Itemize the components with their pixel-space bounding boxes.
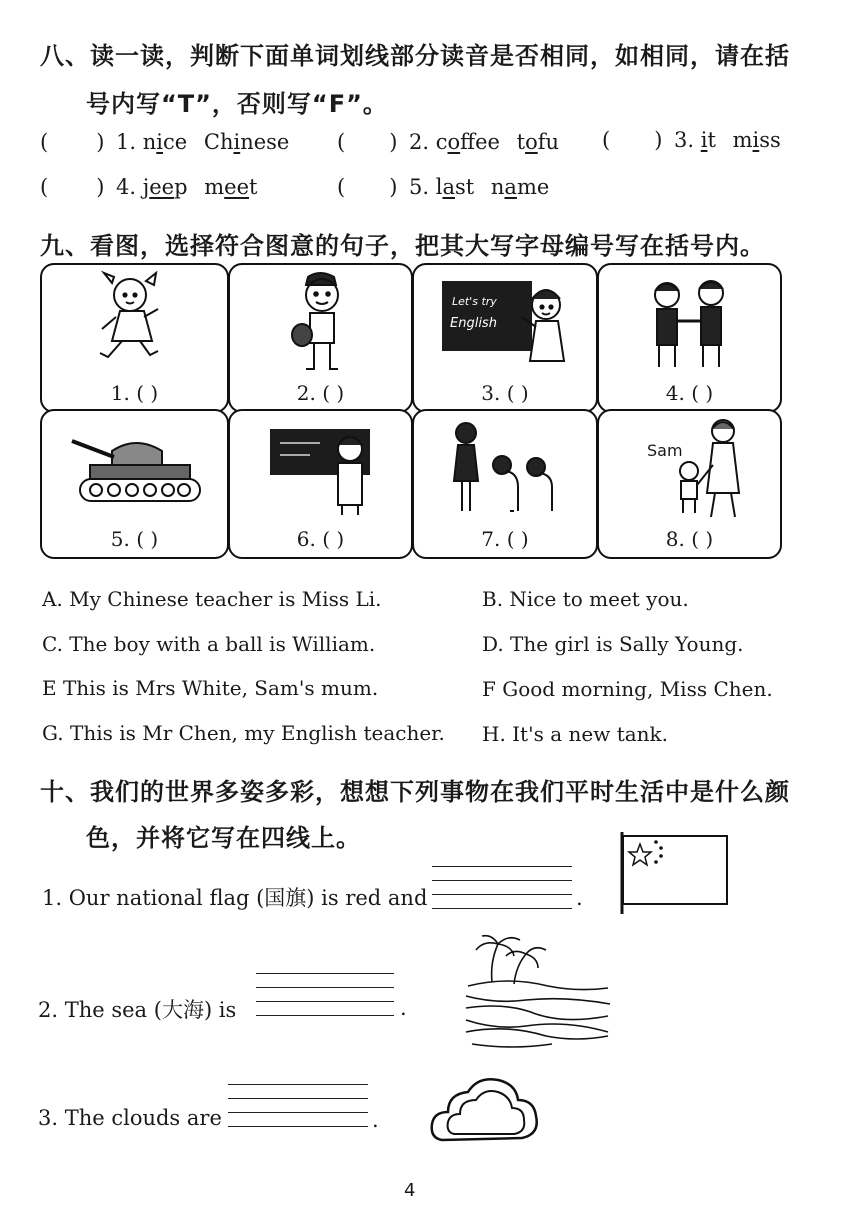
picture-label-2: 2. ( ) <box>296 381 345 405</box>
section-8-title: 八、读一读，判断下面单词划线部分读音是否相同，如相同，请在括 <box>40 42 790 70</box>
picture-cell-6 <box>228 409 413 559</box>
q8-word: jeep <box>142 175 188 199</box>
sam-name-label: Sam <box>647 441 683 460</box>
cloud-icon <box>428 1074 546 1154</box>
picture-cell-8 <box>597 409 782 559</box>
section-9-title: 九、看图，选择符合图意的句子，把其大写字母编号写在括号内。 <box>40 232 765 260</box>
section-10-title: 十、我们的世界多姿多彩，想想下列事物在我们平时生活中是什么颜 <box>40 778 790 806</box>
q8-word: Chinese <box>203 130 290 154</box>
picture-label-6: 6. ( ) <box>296 527 345 551</box>
option-c: C. The boy with a ball is William. <box>42 632 376 656</box>
picture-cell-7 <box>412 409 598 559</box>
q8-item-1: ( ) 1. nice Chinese <box>40 130 290 154</box>
picture-cell-4 <box>597 263 782 413</box>
teacher-at-blackboard-icon <box>414 265 595 380</box>
q8-item-5: ( ) 5. last name <box>337 175 550 199</box>
q8-word: meet <box>204 175 258 199</box>
mother-and-son-icon <box>599 411 779 526</box>
q10-item-2-period: . <box>400 996 407 1020</box>
q8-word: tofu <box>516 130 560 154</box>
tank-icon <box>42 411 226 526</box>
picture-label-3: 3. ( ) <box>481 381 529 405</box>
q10-item-2-text: 2. The sea (大海) is <box>38 998 237 1022</box>
q10-item-3-period: . <box>372 1108 379 1132</box>
q10-item-3-answer-lines[interactable] <box>228 1084 368 1132</box>
section-8-title-line2: 号内写“T”，否则写“F”。 <box>86 90 388 118</box>
option-a: A. My Chinese teacher is Miss Li. <box>42 587 382 611</box>
picture-label-8: 8. ( ) <box>665 527 714 551</box>
q10-item-2-answer-lines[interactable] <box>256 973 394 1021</box>
picture-label-4: 4. ( ) <box>665 381 714 405</box>
q10-item-1-period: . <box>576 886 583 910</box>
picture-grid <box>40 263 782 559</box>
q8-word: miss <box>732 128 781 152</box>
section-10-title-line2: 色，并将它写在四线上。 <box>86 824 361 852</box>
q8-word: it <box>700 128 716 152</box>
picture-cell-2 <box>228 263 413 413</box>
picture-cell-5 <box>40 409 229 559</box>
option-g: G. This is Mr Chen, my English teacher. <box>42 721 445 745</box>
boy-with-ball-icon <box>230 265 410 380</box>
children-bowing-to-teacher-icon <box>414 411 595 526</box>
running-girl-icon <box>42 265 226 380</box>
q8-word: name <box>490 175 550 199</box>
teacher-with-blackboard-icon <box>230 411 410 526</box>
option-f: F Good morning, Miss Chen. <box>482 677 773 701</box>
svg-text:Let's try: Let's try <box>452 295 497 308</box>
beach-palm-trees-icon <box>462 932 612 1052</box>
q8-item-4: ( ) 4. jeep meet <box>40 175 258 199</box>
page-number: 4 <box>404 1180 416 1201</box>
picture-cell-3 <box>412 263 598 413</box>
option-b: B. Nice to meet you. <box>482 587 689 611</box>
q10-item-1-text: 1. Our national flag (国旗) is red and <box>42 886 428 910</box>
q10-item-3-text: 3. The clouds are <box>38 1106 222 1130</box>
q10-item-1-answer-lines[interactable] <box>432 866 572 914</box>
two-people-shaking-hands-icon <box>599 265 779 380</box>
option-d: D. The girl is Sally Young. <box>482 632 744 656</box>
option-h: H. It's a new tank. <box>482 722 669 746</box>
china-flag-icon <box>616 830 732 916</box>
q8-word: coffee <box>435 130 500 154</box>
q8-item-2: ( ) 2. coffee tofu <box>337 130 560 154</box>
picture-cell-1 <box>40 263 229 413</box>
q8-item-3: ( ) 3. it miss <box>602 128 781 152</box>
picture-label-7: 7. ( ) <box>481 527 529 551</box>
q8-word: last <box>435 175 475 199</box>
q8-word: nice <box>142 130 188 154</box>
svg-text:English: English <box>450 316 497 331</box>
option-e: E This is Mrs White, Sam's mum. <box>42 676 379 700</box>
picture-label-1: 1. ( ) <box>110 381 159 405</box>
picture-label-5: 5. ( ) <box>110 527 159 551</box>
